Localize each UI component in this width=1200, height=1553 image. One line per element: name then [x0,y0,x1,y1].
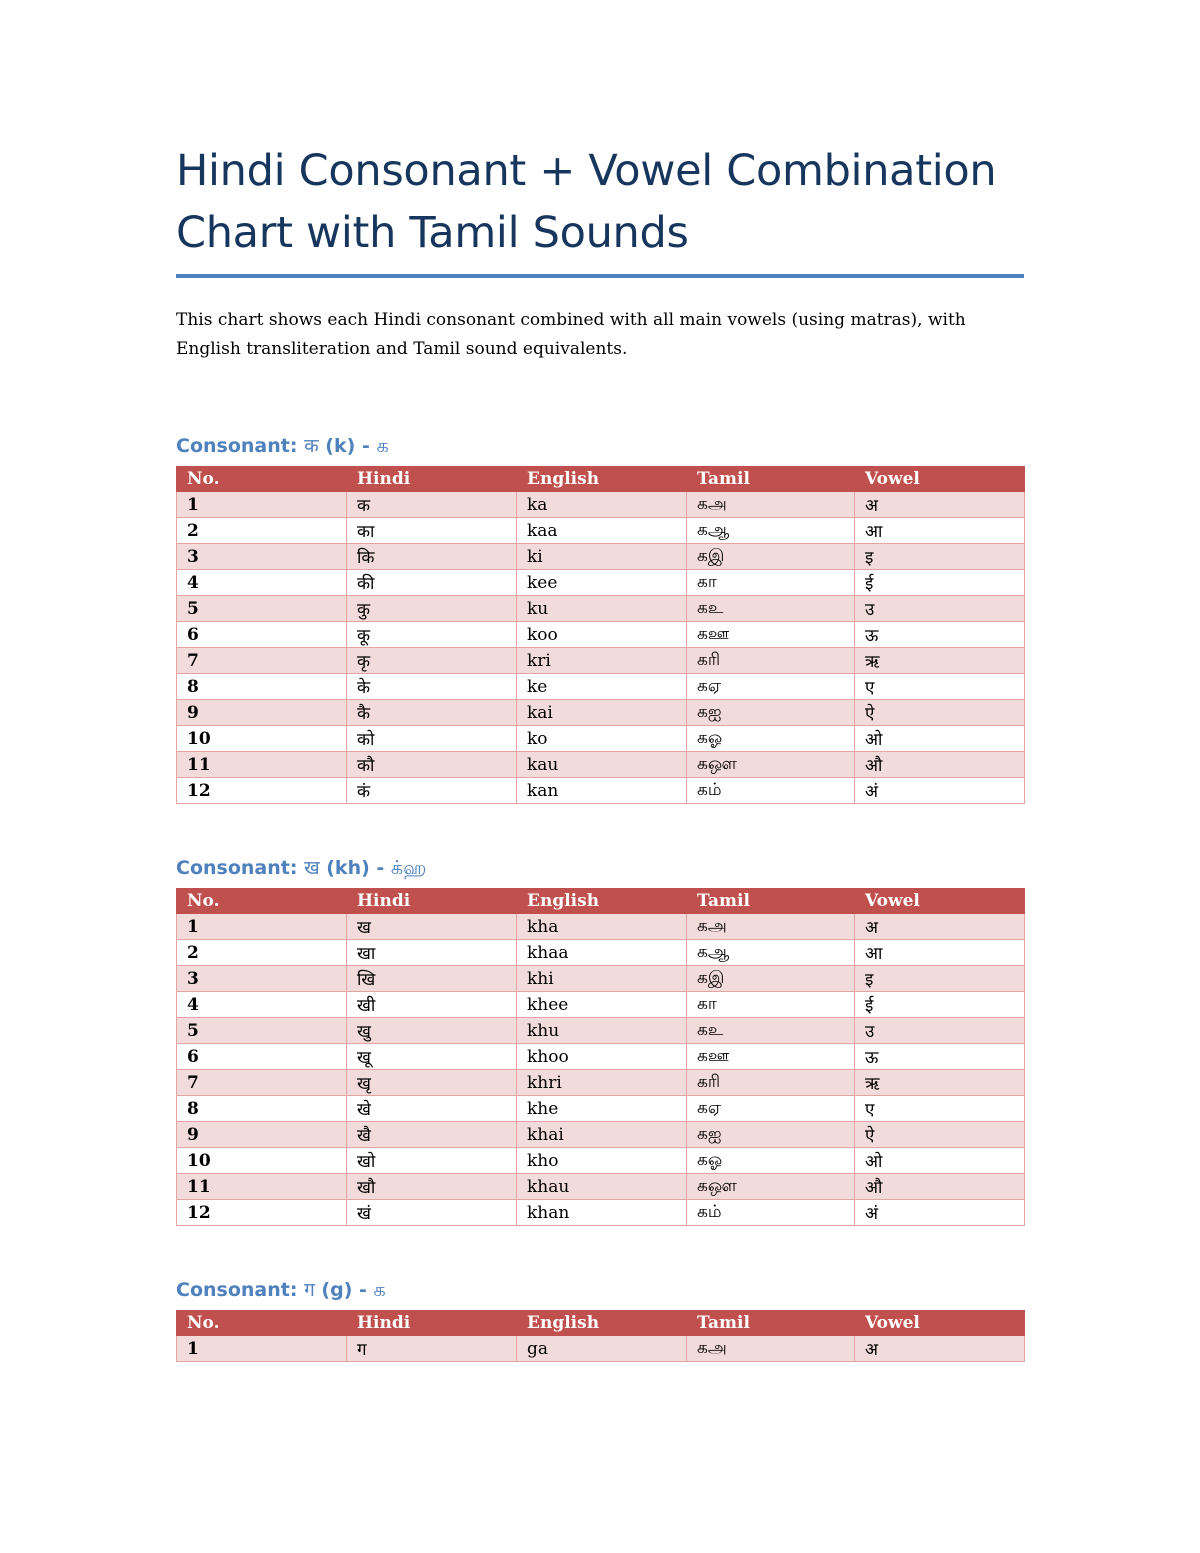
cell-vowel: ए [855,674,1025,700]
column-header-vowel: Vowel [855,1311,1025,1336]
cell-english: khu [517,1018,687,1044]
section-heading [176,1276,1024,1304]
table-header-row [177,467,1025,492]
table-row [177,992,1025,1018]
cell-number: 8 [177,674,347,700]
table-body [177,1336,1025,1362]
cell-number: 1 [177,1336,347,1362]
cell-english: ka [517,492,687,518]
heading-hindi: ख [304,857,320,879]
cell-tamil: கஉ [687,1018,855,1044]
table-row [177,1174,1025,1200]
cell-number: 6 [177,1044,347,1070]
table-header-row [177,1311,1025,1336]
cell-vowel: ओ [855,726,1025,752]
combination-table [176,1310,1025,1362]
cell-hindi: कि [347,544,517,570]
cell-tamil: கஊ [687,622,855,648]
cell-number: 5 [177,596,347,622]
cell-hindi: खृ [347,1070,517,1096]
cell-tamil: கஏ [687,1096,855,1122]
cell-english: khai [517,1122,687,1148]
cell-vowel: उ [855,1018,1025,1044]
cell-hindi: क [347,492,517,518]
cell-hindi: खु [347,1018,517,1044]
column-header-tamil: Tamil [687,1311,855,1336]
cell-tamil: கஓ [687,1148,855,1174]
cell-number: 4 [177,992,347,1018]
cell-number: 11 [177,1174,347,1200]
cell-tamil: கஔ [687,752,855,778]
table-row [177,1148,1025,1174]
cell-english: khe [517,1096,687,1122]
title-underline [176,274,1024,278]
table-header-row [177,889,1025,914]
cell-english: khee [517,992,687,1018]
cell-tamil: கஇ [687,966,855,992]
cell-number: 1 [177,492,347,518]
cell-hindi: को [347,726,517,752]
cell-english: khaa [517,940,687,966]
table-row [177,966,1025,992]
cell-vowel: ओ [855,1148,1025,1174]
cell-hindi: कू [347,622,517,648]
cell-hindi: के [347,674,517,700]
heading-tamil: க [373,1279,386,1301]
cell-tamil: கரி [687,648,855,674]
cell-english: kha [517,914,687,940]
cell-english: ku [517,596,687,622]
cell-hindi: कृ [347,648,517,674]
cell-vowel: ऐ [855,1122,1025,1148]
table-row [177,1336,1025,1362]
cell-hindi: कं [347,778,517,804]
cell-english: kan [517,778,687,804]
cell-hindi: कै [347,700,517,726]
column-header-english: English [517,1311,687,1336]
cell-english: khan [517,1200,687,1226]
heading-translit: (k) [325,435,356,457]
cell-tamil: கா [687,570,855,596]
heading-hindi: क [304,435,319,457]
cell-number: 1 [177,914,347,940]
table-row [177,1044,1025,1070]
cell-english: koo [517,622,687,648]
table-row [177,752,1025,778]
intro-paragraph: This chart shows each Hindi consonant combined with all main vowels (using matras), with English transliteration and Tamil sound equivalents. [176,310,966,359]
table-row [177,1018,1025,1044]
cell-english: khoo [517,1044,687,1070]
cell-tamil: கா [687,992,855,1018]
column-header-tamil: Tamil [687,467,855,492]
cell-hindi: खै [347,1122,517,1148]
cell-tamil: கஅ [687,914,855,940]
cell-tamil: கரி [687,1070,855,1096]
cell-vowel: आ [855,518,1025,544]
cell-english: khri [517,1070,687,1096]
column-header-tamil: Tamil [687,889,855,914]
cell-vowel: ई [855,992,1025,1018]
cell-vowel: ए [855,1096,1025,1122]
cell-vowel: अं [855,778,1025,804]
cell-tamil: கஏ [687,674,855,700]
cell-tamil: கஆ [687,518,855,544]
table-row [177,778,1025,804]
cell-vowel: औ [855,1174,1025,1200]
table-body [177,914,1025,1226]
table-body [177,492,1025,804]
cell-vowel: अ [855,914,1025,940]
heading-translit: (kh) [326,857,370,879]
column-header-hindi: Hindi [347,889,517,914]
cell-english: khi [517,966,687,992]
heading-label: Consonant: [176,857,298,879]
column-header-english: English [517,889,687,914]
table-row [177,674,1025,700]
table-row [177,492,1025,518]
combination-table [176,888,1025,1226]
column-header-english: English [517,467,687,492]
cell-english: kri [517,648,687,674]
table-row [177,596,1025,622]
heading-separator: - [376,857,385,879]
cell-hindi: खो [347,1148,517,1174]
cell-number: 12 [177,1200,347,1226]
cell-english: kai [517,700,687,726]
consonant-section-g [176,1276,1024,1362]
table-row [177,1200,1025,1226]
cell-hindi: खू [347,1044,517,1070]
cell-vowel: ऋ [855,1070,1025,1096]
heading-label: Consonant: [176,1279,298,1301]
cell-number: 8 [177,1096,347,1122]
table-row [177,622,1025,648]
cell-number: 7 [177,648,347,674]
cell-number: 9 [177,700,347,726]
table-row [177,700,1025,726]
cell-tamil: கஓ [687,726,855,752]
column-header-vowel: Vowel [855,889,1025,914]
cell-tamil: கஇ [687,544,855,570]
cell-vowel: आ [855,940,1025,966]
cell-hindi: खौ [347,1174,517,1200]
cell-english: ke [517,674,687,700]
cell-number: 2 [177,518,347,544]
cell-tamil: கஐ [687,700,855,726]
cell-vowel: ऋ [855,648,1025,674]
cell-english: ki [517,544,687,570]
cell-vowel: इ [855,966,1025,992]
cell-hindi: खा [347,940,517,966]
column-header-no: No. [177,1311,347,1336]
section-heading [176,854,1024,882]
cell-hindi: ग [347,1336,517,1362]
cell-hindi: का [347,518,517,544]
cell-hindi: खी [347,992,517,1018]
cell-english: kee [517,570,687,596]
column-header-vowel: Vowel [855,467,1025,492]
cell-number: 3 [177,966,347,992]
cell-number: 6 [177,622,347,648]
heading-tamil: க [376,435,389,457]
table-row [177,914,1025,940]
heading-tamil: க்ஹ [390,857,427,879]
cell-tamil: கஐ [687,1122,855,1148]
table-row [177,518,1025,544]
cell-tamil: கஆ [687,940,855,966]
cell-tamil: கஊ [687,1044,855,1070]
cell-vowel: ई [855,570,1025,596]
column-header-hindi: Hindi [347,1311,517,1336]
page-title: Hindi Consonant + Vowel Combination Chart with Tamil Sounds [176,146,997,258]
cell-number: 4 [177,570,347,596]
cell-tamil: கஅ [687,1336,855,1362]
cell-english: kho [517,1148,687,1174]
cell-number: 9 [177,1122,347,1148]
cell-vowel: अं [855,1200,1025,1226]
cell-number: 11 [177,752,347,778]
cell-number: 10 [177,1148,347,1174]
cell-number: 12 [177,778,347,804]
cell-hindi: खं [347,1200,517,1226]
table-row [177,940,1025,966]
cell-tamil: கம் [687,778,855,804]
table-row [177,648,1025,674]
cell-english: kau [517,752,687,778]
cell-english: kaa [517,518,687,544]
consonant-section-k [176,432,1024,804]
heading-label: Consonant: [176,435,298,457]
table-row [177,1070,1025,1096]
cell-tamil: கஔ [687,1174,855,1200]
column-header-no: No. [177,889,347,914]
cell-hindi: खि [347,966,517,992]
cell-number: 10 [177,726,347,752]
cell-hindi: कौ [347,752,517,778]
cell-vowel: ऊ [855,1044,1025,1070]
cell-english: ga [517,1336,687,1362]
section-heading [176,432,1024,460]
table-row [177,1122,1025,1148]
document-page [176,140,1024,1362]
heading-separator: - [361,435,370,457]
cell-english: khau [517,1174,687,1200]
cell-hindi: खे [347,1096,517,1122]
cell-number: 3 [177,544,347,570]
consonant-section-kh [176,854,1024,1226]
cell-english: ko [517,726,687,752]
cell-number: 5 [177,1018,347,1044]
cell-number: 7 [177,1070,347,1096]
cell-hindi: ख [347,914,517,940]
table-row [177,726,1025,752]
cell-vowel: ऐ [855,700,1025,726]
column-header-hindi: Hindi [347,467,517,492]
cell-vowel: अ [855,1336,1025,1362]
cell-vowel: अ [855,492,1025,518]
cell-tamil: கம் [687,1200,855,1226]
cell-hindi: कु [347,596,517,622]
cell-vowel: उ [855,596,1025,622]
heading-separator: - [359,1279,367,1301]
cell-vowel: औ [855,752,1025,778]
combination-table [176,466,1025,804]
heading-hindi: ग [304,1279,315,1301]
heading-translit: (g) [321,1279,353,1301]
cell-hindi: की [347,570,517,596]
cell-vowel: इ [855,544,1025,570]
table-row [177,544,1025,570]
cell-number: 2 [177,940,347,966]
column-header-no: No. [177,467,347,492]
cell-tamil: கஅ [687,492,855,518]
cell-tamil: கஉ [687,596,855,622]
table-row [177,1096,1025,1122]
cell-vowel: ऊ [855,622,1025,648]
table-row [177,570,1025,596]
